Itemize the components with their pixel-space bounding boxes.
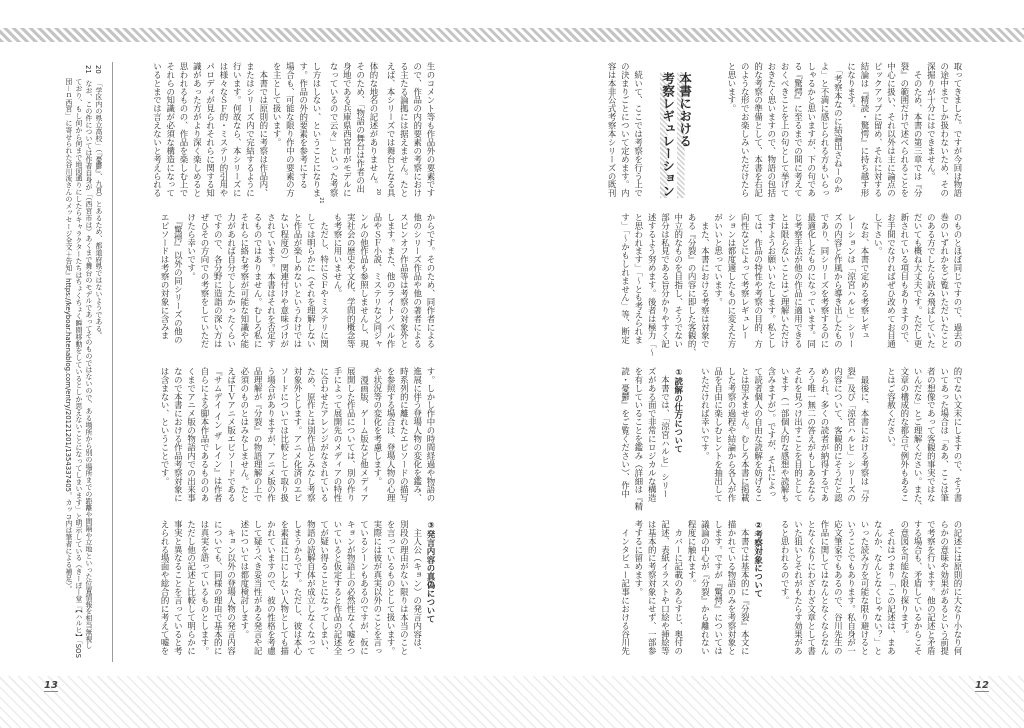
top-decorative-band xyxy=(0,28,1024,42)
text-line: がいいと思っています。 xyxy=(713,213,724,306)
text-tier xyxy=(605,62,964,198)
text-line: した考察の過程や結論から各人が作 xyxy=(726,367,737,503)
text-line: 容は本非公式考察本シリーズの既刊 xyxy=(607,62,618,198)
text-line: いんだな」とご理解ください。また、 xyxy=(913,367,924,511)
text-line: 思われるものの、作品を楽しむ上で xyxy=(179,62,190,198)
text-line xyxy=(310,62,327,204)
text-line: て読者個人の自由な読解を妨げるこ xyxy=(753,367,764,503)
subsection-heading: ①読解の仕方について xyxy=(673,367,684,454)
text-line: 対象外とします。アニメ化済のエピ xyxy=(293,367,304,503)
text-line: ぜひその方向での考察をしていただ xyxy=(199,213,210,349)
text-tier xyxy=(158,520,437,656)
text-line: のような形でお楽しみいただけたら xyxy=(740,62,751,198)
text-line: 応文筆家でもあるので、谷川先生の xyxy=(833,520,844,656)
text-line: を素直に口にしない人物としても描 xyxy=(279,520,290,656)
text-line: して疑うべき妥当性がある発言や記 xyxy=(253,520,264,656)
text-line: を有していることを鑑み（詳細は『精 xyxy=(633,367,644,511)
text-line: パロディが見られそれらに関する知 xyxy=(205,62,216,198)
footnotes xyxy=(63,65,103,665)
text-line: ているシーンもあるのですが、仮に xyxy=(359,520,370,656)
text-line: のものとほぼ同じですので、過去の xyxy=(953,213,963,349)
text-line: います（一部個人的な感想や読解も xyxy=(780,367,791,503)
text-line: 時系列的に離れたエピソードの描写 xyxy=(399,367,410,503)
text-line: 新されている項目もありますので、 xyxy=(899,213,910,349)
text-line: そのため、本書の第三章では『分 xyxy=(913,62,924,198)
text-line: 含みますが）。ですが、それによっ xyxy=(766,367,777,498)
text-line: し下さい。 xyxy=(873,213,884,256)
text-line: 本書では基本的に『分裂』本文に xyxy=(740,520,751,656)
text-line: それらの知識が必須な構造になって xyxy=(165,62,176,198)
footnote-number: 20 xyxy=(94,65,102,74)
text-line: インタビュー記事における谷川先 xyxy=(620,520,631,656)
footnote-reference: 21 xyxy=(317,197,324,204)
text-line: します。ですが『驚愕』については xyxy=(713,520,724,656)
text-line-content: し方はしない、ということになりま xyxy=(312,62,322,198)
text-line: で考察を行います。他の記述と矛盾 xyxy=(926,520,937,656)
text-line: キョン以外の登場人物の発言内容 xyxy=(226,520,237,656)
text-line: ので、作品の内的要素の考察におけ xyxy=(412,62,423,198)
footnote-number: 21 xyxy=(84,65,92,74)
text-tier xyxy=(618,520,964,656)
text-line: 的な考察の準備として、本書を右記 xyxy=(753,62,764,198)
text-line xyxy=(367,62,384,198)
text-line: 議論の中心が『分裂』から離れない xyxy=(700,520,711,656)
text-line: 記述、表紙イラストや口絵や挿絵等 xyxy=(660,520,671,656)
text-line: そのため、「物語の舞台は作者の出 xyxy=(355,62,366,193)
footnote-line xyxy=(83,65,93,665)
text-line: かれていますので、彼の性格を考慮 xyxy=(266,520,277,656)
text-line: ソードについては比較として取り扱 xyxy=(279,367,290,503)
text-line: 「考察本なのに結論出さねーのか xyxy=(833,62,844,193)
text-line: 『驚愕』以外の同シリーズの他の xyxy=(173,213,184,344)
text-line: する場合も、矛盾しているからこそ xyxy=(913,520,924,656)
text-line: レーションは「涼宮ハルヒ」シリー xyxy=(846,213,857,349)
text-line: 取ってきました。ですが今回は物語 xyxy=(953,62,963,198)
text-line: 自らによる脚本作品であるもののあ xyxy=(199,367,210,503)
text-line: についても、同様の理由で基本的に xyxy=(213,520,224,656)
text-line: 中心に扱い、それ以外は主に論点の xyxy=(886,62,897,198)
text-line: スピンオフ作品等は考察の対象外と xyxy=(399,213,410,349)
footnote-line xyxy=(63,65,73,665)
text-line-content: 体的な地名の記述がありません。 xyxy=(369,62,379,189)
text-line: 品を自由に楽しむヒントを抽出して xyxy=(713,367,724,503)
text-line: を参照する場合は、登場人物の心理 xyxy=(386,367,397,503)
text-line: しては明らかに（それを理解しない xyxy=(306,213,317,349)
text-tier xyxy=(150,62,437,204)
text-line: とはご容赦ください。 xyxy=(886,367,897,452)
section-heading-line: 本書における xyxy=(677,72,694,198)
text-line: いただければ幸いです。 xyxy=(700,367,711,460)
text-line: 巻のいずれかをご覧いただいたこと xyxy=(939,213,950,349)
text-line: る主たる論拠には据えません。たと xyxy=(399,62,410,198)
text-line: しゃるかと思いますが、下の句であ xyxy=(806,62,817,198)
text-line: えば、本シリーズでは舞台となる具 xyxy=(386,62,397,198)
text-line: よ」と不満に感じられる方もいらっ xyxy=(820,62,831,198)
text-line: じ考察手法が他の作品に適用できる xyxy=(793,213,804,349)
text-line: う場合がありますが、アニメ版の作 xyxy=(266,367,277,503)
text-line: なお、本書で定める考察レギュ xyxy=(859,213,870,340)
text-line: となくなりにわざわざ文章として書 xyxy=(806,520,817,656)
text-line: 程度に触れます。 xyxy=(687,520,698,588)
text-line: からです。そのため、同作者による xyxy=(426,213,436,349)
text-line xyxy=(685,367,698,503)
text-line: ため、原作とは別作品とみなし考察 xyxy=(306,367,317,503)
text-line: されています。本書はそれを否定す xyxy=(266,213,277,349)
text-line: またはシリーズ内で完結するように xyxy=(245,62,256,198)
text-line: 必須のものとはみなしません。たと xyxy=(239,367,250,503)
text-line: ンルの他作品も参照しませんし、現 xyxy=(359,213,370,349)
text-line: いった読み方を可能な限り避けると xyxy=(859,520,870,656)
text-line: の記述には原則的に大なり小なり何 xyxy=(953,520,963,656)
text-line: くまでアニメ版の物語内での出来事 xyxy=(186,367,197,503)
text-line: だいても概ね大丈夫です。ただし更 xyxy=(913,213,924,349)
bottom-decorative-band xyxy=(0,676,1024,728)
text-line: てが疑い得ることになってしまい、 xyxy=(319,520,330,656)
text-line: おきたく思いますので、物語の包括 xyxy=(766,62,777,198)
text-line: と作品が楽しめないというわけでは xyxy=(293,213,304,349)
text-line: 力があれば自分でしたかったくらい xyxy=(226,213,237,349)
text-line: に合わせたアレンジがなされている xyxy=(319,367,330,503)
footnote-text: ており、もし何から何まで地図通りにしたらキャラクターたちはちょくちょく瞬間移動をしているとしか思えないことになってしまいます」と明示している（きーぼー堂『【ハルヒ】「SOS xyxy=(74,78,82,658)
text-line: ただし、特にＳＦやミステリに関 xyxy=(319,213,330,349)
text-line: 考するに留めます。 xyxy=(633,520,644,597)
text-line: ては、作品の特性や考察の目的、方 xyxy=(753,213,764,349)
text-line: は真実を語っているものとします。 xyxy=(199,520,210,656)
text-line: を主として扱います。 xyxy=(272,62,283,147)
text-line: す。しかし作中の時間経過や物語の xyxy=(426,367,436,503)
text-line: の途中までしか扱わないため、その xyxy=(939,62,950,198)
text-line: 深掘りが十分にはできません。 xyxy=(926,62,937,181)
text-tier xyxy=(158,213,437,349)
text-line: と思います。 xyxy=(726,62,737,113)
text-line: お手間でなければぜひ改めてお目通 xyxy=(886,213,897,349)
footnote-text: なお、この件については作者自身が「（西宮市は）あくまで舞台のモデルであってそのものではないので、ある場所から別の場所までの距離や間隔や立地といった位置情報を相当無視し xyxy=(84,79,92,650)
text-line: 物語の読解自体が成立しなくなって xyxy=(306,520,317,656)
text-line: しまうからです。ただし、彼は本心 xyxy=(293,520,304,656)
text-line: ズがある面で非常にロジカルな構造 xyxy=(647,367,658,503)
text-line: 述については都度検討します。 xyxy=(239,520,250,639)
text-line: ますようお願いいたします。私とし xyxy=(766,213,777,349)
text-line: ろう唯一無二の答えがもしあるなら xyxy=(806,367,817,503)
text-line: 最適化したものになっています。同 xyxy=(806,213,817,349)
text-line: また、本書における考察は対象で xyxy=(700,213,711,349)
text-line: 本書では、「涼宮ハルヒ」シリー xyxy=(660,367,671,498)
text-line: められ、多くの読者が納得するであ xyxy=(820,367,831,503)
text-line: の決まりごとについて定めます。内 xyxy=(620,62,631,198)
text-line: 『サムデイ イン ザ レイン』は作者 xyxy=(213,367,224,502)
text-line: 品やＳＦ小説、ミステリなど同ジャ xyxy=(372,213,383,349)
text-line: 的でない文末にしますので、そう書 xyxy=(953,367,963,503)
text-line: ピックアップに留め、それに対する xyxy=(873,62,884,198)
text-line: します。また、他のライトノベル作 xyxy=(386,213,397,349)
text-line: も考察に用いません。 xyxy=(332,213,343,298)
text-line: 手によって展開先のメディアの特性 xyxy=(332,367,343,503)
text-line: それらに絡む考察が可能な知識や能 xyxy=(239,213,250,349)
text-line: 続いて、ここでは考察を行う上で xyxy=(633,62,644,198)
text-line xyxy=(871,367,884,503)
text-line: 別段の理由がない限りは本当のこと xyxy=(399,520,410,656)
text-line: 展開した作品については、別の作り xyxy=(346,367,357,503)
subsection-heading: ②考察対象について xyxy=(753,520,764,598)
text-line: になります。 xyxy=(846,62,857,113)
text-line: いた狙いとそれがもたらす効果があ xyxy=(793,520,804,656)
text-tier xyxy=(618,367,964,511)
text-line: 部分は私見である旨分かりやすく記 xyxy=(660,213,671,349)
text-line: は基本的に考察対象にせず、一部参 xyxy=(647,520,658,656)
page-number-right: 12 xyxy=(975,680,989,691)
text-line: 場合も、可能な限り作中の要素の方 xyxy=(285,62,296,198)
text-line: と思われます」「〜とも考えられま xyxy=(633,213,644,344)
text-line: を言っているものとして扱います。 xyxy=(386,520,397,656)
text-line: それはつまり「この記述は、まあ xyxy=(886,520,897,656)
text-line: いていると仮定すると作品の記述全 xyxy=(332,520,343,656)
page-number-left: 13 xyxy=(44,680,58,691)
text-line: なんか、なんとなくじゃない？」と xyxy=(873,520,884,656)
text-line: ると思われるのです。 xyxy=(780,520,791,605)
footnote-text: 「学区内の県立高校」（『憂鬱』、九頁）とあるため、都道府県ではないようである。 xyxy=(94,79,102,339)
text-line: 裂』及び「涼宮ハルヒ」シリーズの xyxy=(846,367,857,503)
text-line: いてあった場合は「ああ、ここは筆 xyxy=(939,367,950,503)
text-line: の意図を可能な限り探ります。 xyxy=(899,520,910,639)
text-line: 実社会の歴史や文化、学問的概念等 xyxy=(346,213,357,349)
text-line: いるとまでは言えないと考えられる xyxy=(152,62,163,198)
text-line: す。作品の外的要素を参考にする xyxy=(298,62,309,189)
text-line: 結論は『精読・驚愕』に持ち越す形 xyxy=(859,62,870,198)
text-line: おくべきことを上の句として挙げて xyxy=(780,62,791,198)
text-line: とは限らないことはご理解いただけ xyxy=(780,213,791,349)
footnote-reference: 20 xyxy=(374,188,381,196)
text-line: 身地である兵庫県西宮市がモデルに xyxy=(342,62,353,198)
text-line: 裂』の範囲だけで述べられることを xyxy=(899,62,910,198)
text-line: 識があった方がより深く楽しめると xyxy=(192,62,203,198)
text-line: のある方でしたら読み飛ばしていた xyxy=(926,213,937,349)
text-line: であり、同シリーズを考察するのに xyxy=(820,213,831,349)
text-line: なので本書における作品考察対象に xyxy=(173,367,184,503)
text-line: 述するよう努めます。後者は極力「〜 xyxy=(647,213,658,357)
text-line: は様々なＳＦ的・ミステリ的引用や xyxy=(218,62,229,198)
text-line: えばＴＶアニメ版エピソードである xyxy=(226,367,237,503)
text-line: 実際には彼が真実以外のことを言っ xyxy=(372,520,383,656)
text-line: 作品に関してはなんとなくならなん xyxy=(820,520,831,656)
text-line: るものではありません。むしろ私に xyxy=(253,213,264,349)
text-line: それを見つけ出すことを目的として xyxy=(793,367,804,503)
text-line: ない程度の）関連付けや意味づけが xyxy=(279,213,290,349)
text-line: 内容について、客観的にそうだと認 xyxy=(833,367,844,503)
text-line: す」「〜かもしれません」等、断定 xyxy=(620,213,631,344)
text-line: る『驚愕』に至るまでの間に考えて xyxy=(793,62,804,198)
text-line: けたら幸いです。 xyxy=(186,213,197,281)
text-line: ションは都度適したものに変えた方 xyxy=(726,213,737,349)
text-line: らかの意味や効果があるという前提 xyxy=(939,520,950,656)
text-line: とは望みません。むしろ本書に掲載 xyxy=(740,367,751,503)
text-line: 主人公（キョン）の発言内容は、 xyxy=(412,520,423,656)
section-heading-line: 考察レギュレーション xyxy=(660,72,676,197)
text-line: 生のコメント等も作品外の要素です xyxy=(426,62,436,198)
text-tier xyxy=(158,367,437,503)
text-line: 他のシリーズ作品や他の著者による xyxy=(412,213,423,349)
text-line: いうことでもあります。私自身が一 xyxy=(846,520,857,656)
text-line: 文章の構成的な都合で例外もあるこ xyxy=(899,367,910,503)
text-line: ある『分裂』の内容に即した客観的、 xyxy=(687,213,698,357)
text-line: 品理解が『分裂』の物語理解の上で xyxy=(253,367,264,503)
text-line: 読・憂鬱』をご覧ください）、作中 xyxy=(620,367,631,498)
text-line: 者の想像であって客観的事実ではな xyxy=(926,367,937,503)
text-line: や状況等の変化を考慮します。 xyxy=(372,367,383,486)
text-line: えられる場面や総合的に考えて嘘を xyxy=(160,520,171,656)
text-line: ただし他の記述と比較して明らかに xyxy=(186,520,197,656)
text-line: 描かれている物語のみを考察対象と xyxy=(726,520,737,656)
text-line: 中立的なものを目指し、そうでない xyxy=(673,213,684,349)
text-line: 事実と異なることを言っていると考 xyxy=(173,520,184,656)
footnote-line xyxy=(73,65,83,665)
text-line: 進展に伴う登場人物の変化を鑑み、 xyxy=(412,367,423,503)
section-heading xyxy=(645,62,725,198)
text-tier xyxy=(618,213,964,357)
text-line: キョンが物語上の必然性なく嘘をつ xyxy=(346,520,357,656)
footnote-divider xyxy=(112,62,113,662)
footnote-line xyxy=(93,65,103,665)
subsection-heading: ③発言内容の真偽について xyxy=(426,520,436,623)
text-line: ズの内容と作風から導き出したもの xyxy=(833,213,844,349)
text-line: 本書では原則的に考察は作品内、 xyxy=(258,62,269,198)
text-line: 行います。何故なら、本シリーズに xyxy=(232,62,243,198)
text-line: 漫画版、ゲーム版など他メディア xyxy=(359,367,370,503)
text-line: 最後に、本書における考察は『分 xyxy=(859,367,870,503)
text-line: エピソードは考察の対象に含みま xyxy=(160,213,171,340)
text-line: 向性などによって考察レギュレー xyxy=(740,213,751,340)
footnote-text: 団－ｎ西宮」に寄せられた谷川流さんのメッセージ全文＋告知』https://keyboar.hatenablog.com/entry/20121201/1354337405。カッコ内は筆者による補足）。 xyxy=(64,78,72,593)
text-line: なっているので云々」といった考察 xyxy=(329,62,340,198)
text-line xyxy=(765,520,778,656)
text-line: カバーに記載のあらすじ、奥付の xyxy=(673,520,684,656)
text-line: ですので、各分野に造詣の深い方は xyxy=(213,213,224,349)
text-line: は含まない、ということです。 xyxy=(160,367,171,486)
